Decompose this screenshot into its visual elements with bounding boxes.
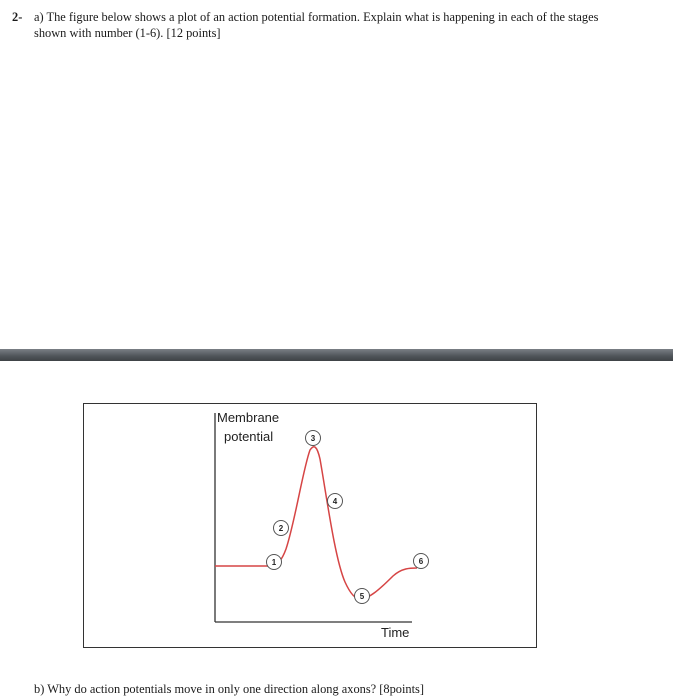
y-axis-label-line1: Membrane: [217, 410, 280, 425]
stage-marker-6: [414, 554, 429, 569]
divider-bar: [0, 349, 673, 361]
action-potential-curve: [215, 447, 417, 599]
stage-marker-5: [355, 589, 370, 604]
stage-marker-4: [328, 494, 343, 509]
x-axis-label: Time: [381, 625, 410, 640]
question-2a-text-line2: shown with number (1-6). [12 points]: [34, 26, 221, 40]
stage-marker-3: [306, 431, 321, 446]
stage-marker-2: [274, 521, 289, 536]
question-2a-text-line1: a) The figure below shows a plot of an action potential formation. Explain what is happening in each of the stages: [34, 10, 599, 24]
stage-marker-5-label: 5: [359, 592, 365, 601]
stage-marker-6-label: 6: [418, 557, 424, 566]
stage-marker-2-label: 2: [278, 524, 284, 533]
action-potential-figure: [83, 403, 537, 648]
stage-marker-4-label: 4: [332, 497, 338, 506]
action-potential-plot: [84, 404, 538, 649]
question-2b-text: b) Why do action potentials move in only one direction along axons? [8points]: [34, 682, 424, 696]
stage-marker-1-label: 1: [271, 558, 277, 567]
y-axis-label-line2: potential: [224, 429, 274, 444]
question-number: 2-: [12, 10, 23, 24]
stage-marker-3-label: 3: [310, 434, 316, 443]
stage-marker-1: [267, 555, 282, 570]
